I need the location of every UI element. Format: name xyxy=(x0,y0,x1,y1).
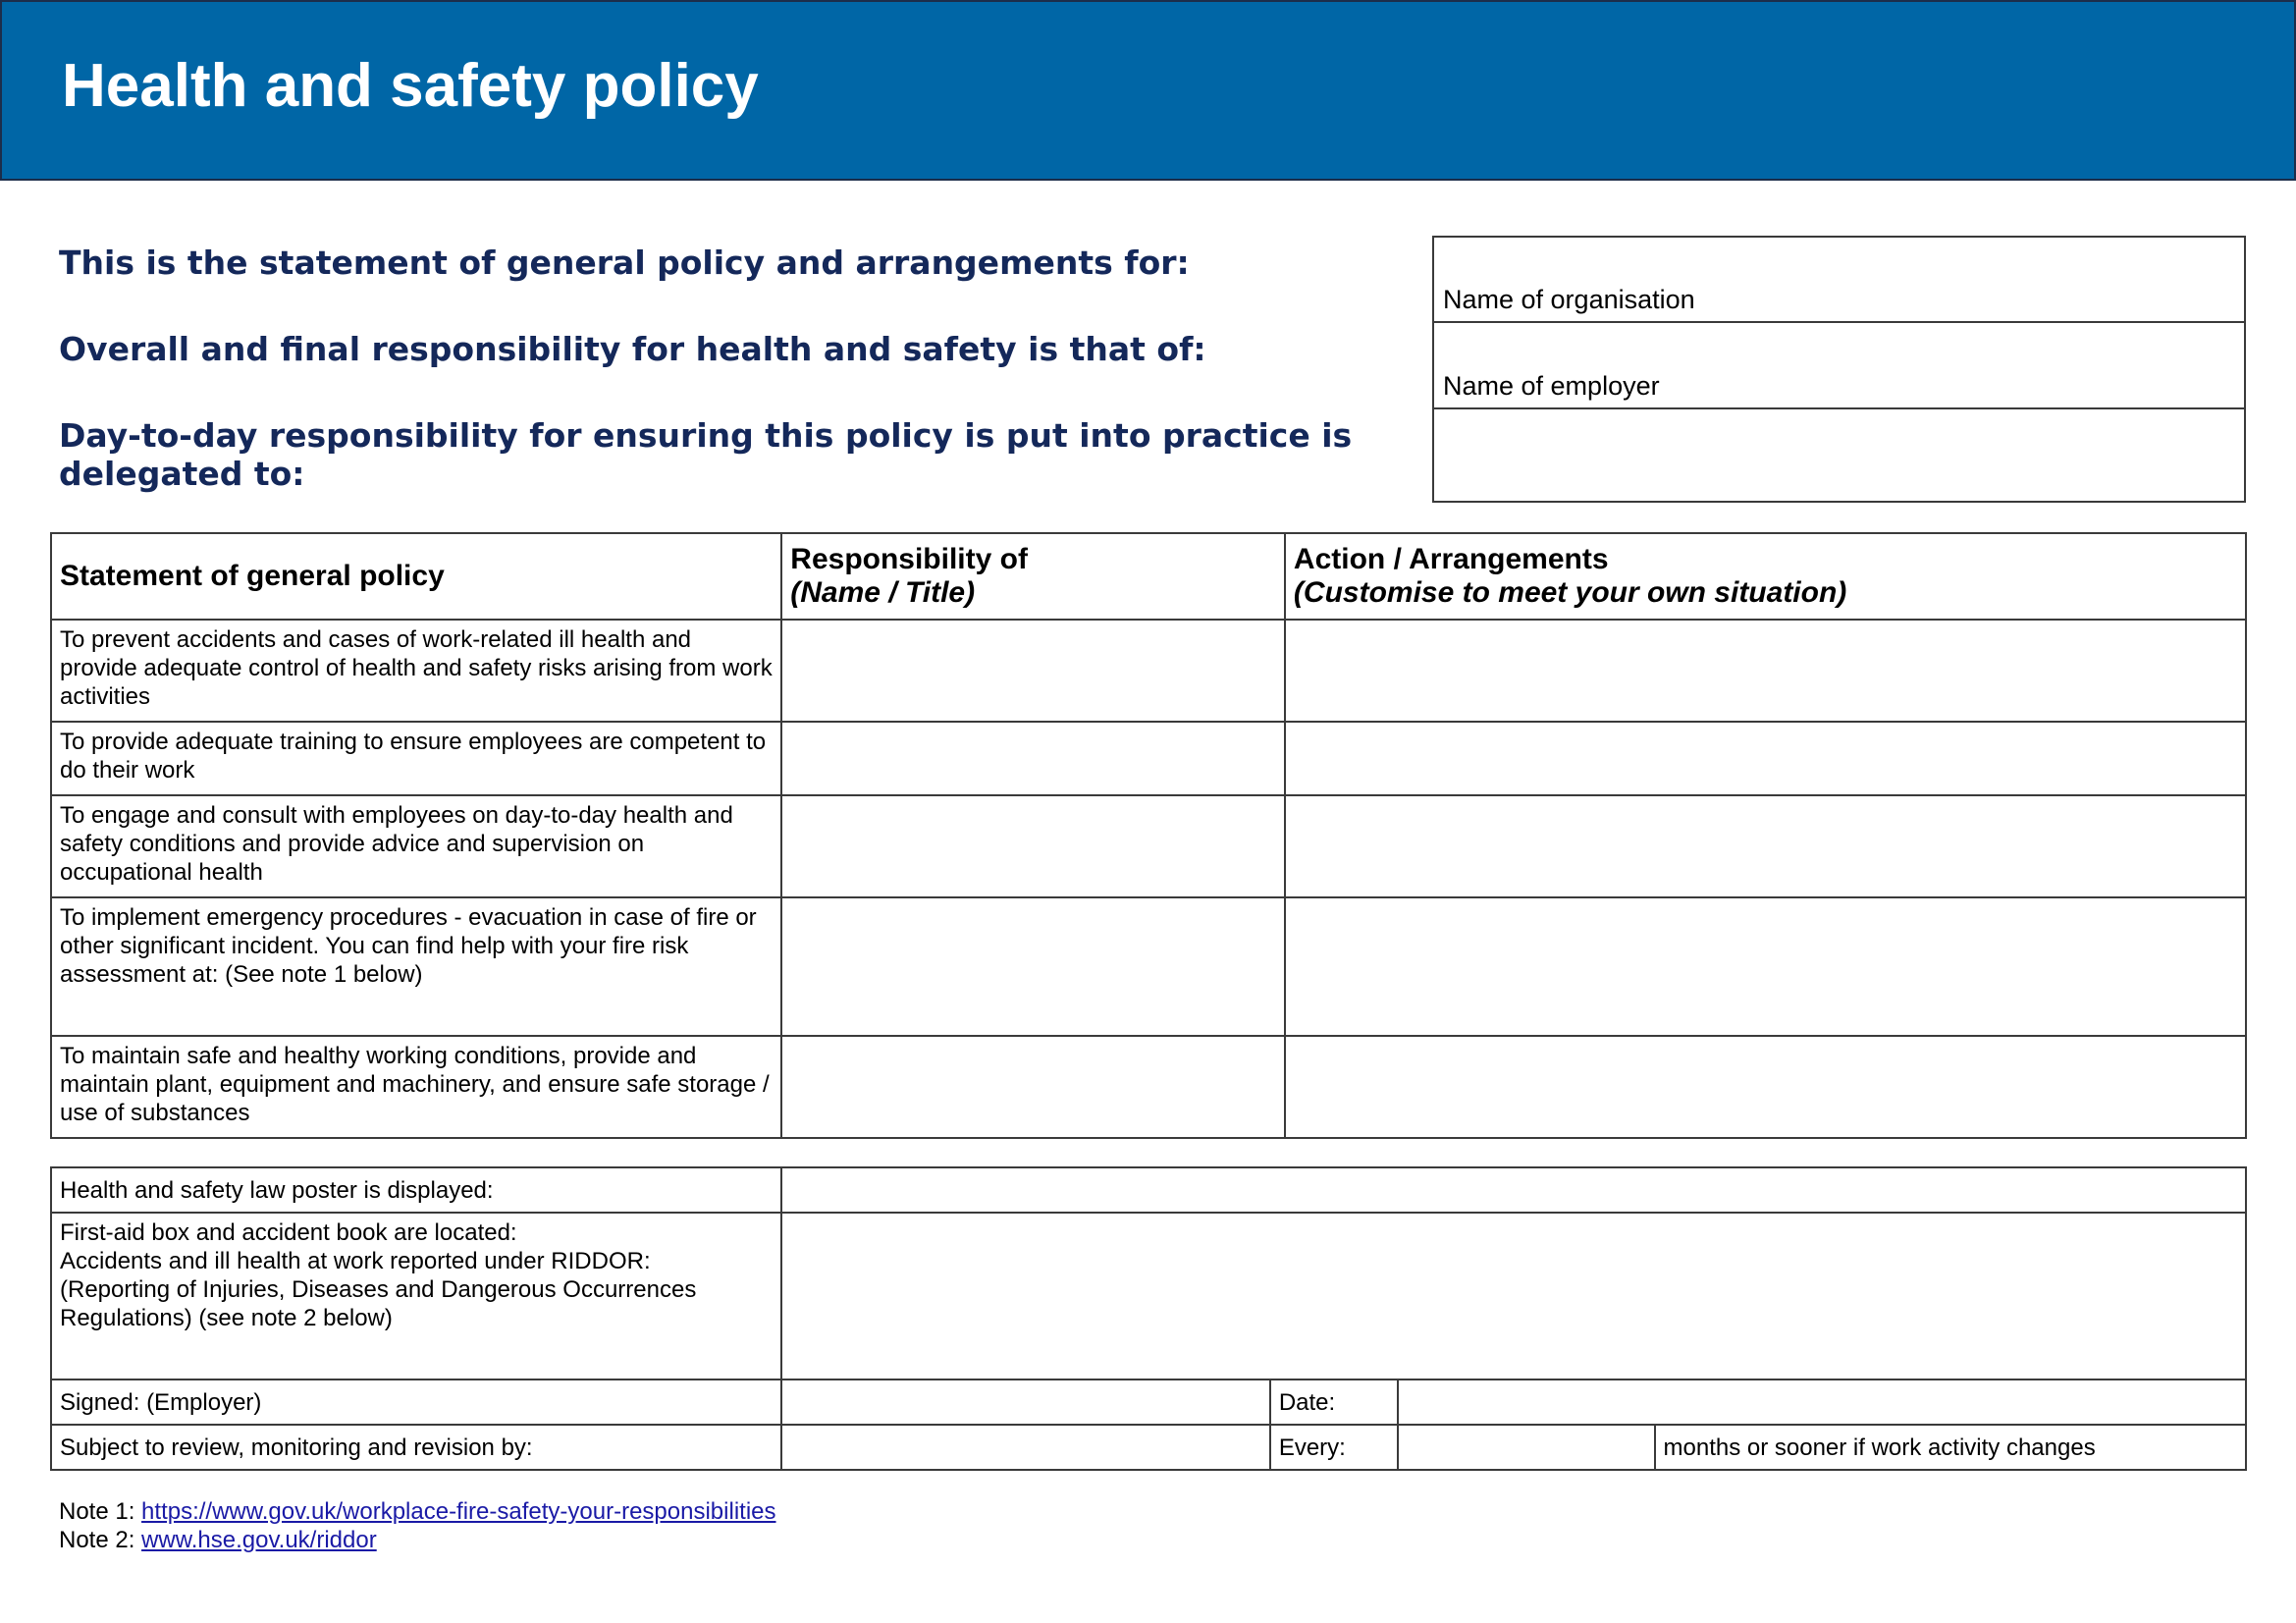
notes xyxy=(59,1497,776,1554)
facts-table xyxy=(50,1166,2247,1471)
date-input[interactable] xyxy=(1398,1380,2246,1425)
policy-statement-cell: To implement emergency procedures - evacuation in case of fire or other significant incident. You can find help with your fire risk assessment at: (See note 1 below) xyxy=(51,897,781,1036)
policy-statement-cell: To provide adequate training to ensure employees are competent to do their work xyxy=(51,722,781,795)
table-row xyxy=(51,795,2246,897)
policy-statement-cell: To prevent accidents and cases of work-related ill health and provide adequate control of health and safety risks arising from work activities xyxy=(51,620,781,722)
table-row xyxy=(51,1036,2246,1138)
header-responsibility-label: Responsibility of xyxy=(790,543,1028,575)
policy-statement-cell: To maintain safe and healthy working conditions, provide and maintain plant, equipment and machinery, and ensure safe storage / use of substances xyxy=(51,1036,781,1138)
review-row xyxy=(51,1425,2246,1470)
action-input[interactable] xyxy=(1285,1036,2246,1138)
organisation-details-box xyxy=(1432,236,2246,503)
note-1 xyxy=(59,1497,776,1526)
first-aid-location-input[interactable] xyxy=(781,1213,2246,1380)
header-action-sub: (Customise to meet your own situation) xyxy=(1293,576,1847,609)
header-responsibility-sub: (Name / Title) xyxy=(790,576,976,609)
first-aid-line: Accidents and ill health at work reported under RIDDOR: xyxy=(60,1248,651,1274)
signed-row xyxy=(51,1380,2246,1425)
first-aid-line: Regulations) (see note 2 below) xyxy=(60,1305,393,1331)
header-statement xyxy=(51,533,781,620)
months-text: months or sooner if work activity changes xyxy=(1655,1425,2247,1470)
header-banner xyxy=(0,0,2296,181)
page-title: Health and safety policy xyxy=(62,52,759,120)
header-statement-label: Statement of general policy xyxy=(60,560,445,592)
poster-row xyxy=(51,1167,2246,1213)
first-aid-line: First-aid box and accident book are located: xyxy=(60,1219,517,1246)
action-input[interactable] xyxy=(1285,722,2246,795)
action-input[interactable] xyxy=(1285,620,2246,722)
statement-general-for: This is the statement of general policy and arrangements for: xyxy=(59,243,1190,282)
review-interval-input[interactable] xyxy=(1398,1425,1655,1470)
poster-label: Health and safety law poster is displayed: xyxy=(51,1167,781,1213)
delegate-name-field[interactable] xyxy=(1433,408,2245,502)
statement-overall-responsibility: Overall and final responsibility for health and safety is that of: xyxy=(59,330,1206,368)
policy-table xyxy=(50,532,2247,1139)
header-action xyxy=(1285,533,2246,620)
policy-table-header-row xyxy=(51,533,2246,620)
reviewer-input[interactable] xyxy=(781,1425,1269,1470)
responsibility-input[interactable] xyxy=(781,1036,1285,1138)
table-row xyxy=(51,620,2246,722)
action-input[interactable] xyxy=(1285,795,2246,897)
first-aid-line: (Reporting of Injuries, Diseases and Dangerous Occurrences xyxy=(60,1276,697,1303)
signed-label: Signed: (Employer) xyxy=(51,1380,781,1425)
header-responsibility xyxy=(781,533,1285,620)
responsibility-input[interactable] xyxy=(781,722,1285,795)
organisation-name-field[interactable]: Name of organisation xyxy=(1433,237,2245,322)
note-2-label: Note 2: xyxy=(59,1527,142,1553)
first-aid-label xyxy=(51,1213,781,1380)
every-label: Every: xyxy=(1270,1425,1398,1470)
review-label: Subject to review, monitoring and revision by: xyxy=(51,1425,781,1470)
date-label: Date: xyxy=(1270,1380,1398,1425)
note-1-link[interactable]: https://www.gov.uk/workplace-fire-safety-your-responsibilities xyxy=(141,1498,776,1525)
signature-input[interactable] xyxy=(781,1380,1269,1425)
header-action-label: Action / Arrangements xyxy=(1293,543,1609,575)
action-input[interactable] xyxy=(1285,897,2246,1036)
note-1-label: Note 1: xyxy=(59,1498,142,1525)
responsibility-input[interactable] xyxy=(781,620,1285,722)
responsibility-input[interactable] xyxy=(781,795,1285,897)
responsibility-input[interactable] xyxy=(781,897,1285,1036)
policy-statement-cell: To engage and consult with employees on day-to-day health and safety conditions and provide advice and supervision on occupational health xyxy=(51,795,781,897)
table-row xyxy=(51,897,2246,1036)
note-2-link[interactable]: www.hse.gov.uk/riddor xyxy=(141,1527,377,1553)
note-2 xyxy=(59,1526,776,1554)
statement-day-to-day: Day-to-day responsibility for ensuring this policy is put into practice is delegated to: xyxy=(59,416,1353,493)
poster-location-input[interactable] xyxy=(781,1167,2246,1213)
table-row xyxy=(51,722,2246,795)
first-aid-row xyxy=(51,1213,2246,1380)
employer-name-field[interactable]: Name of employer xyxy=(1433,322,2245,408)
